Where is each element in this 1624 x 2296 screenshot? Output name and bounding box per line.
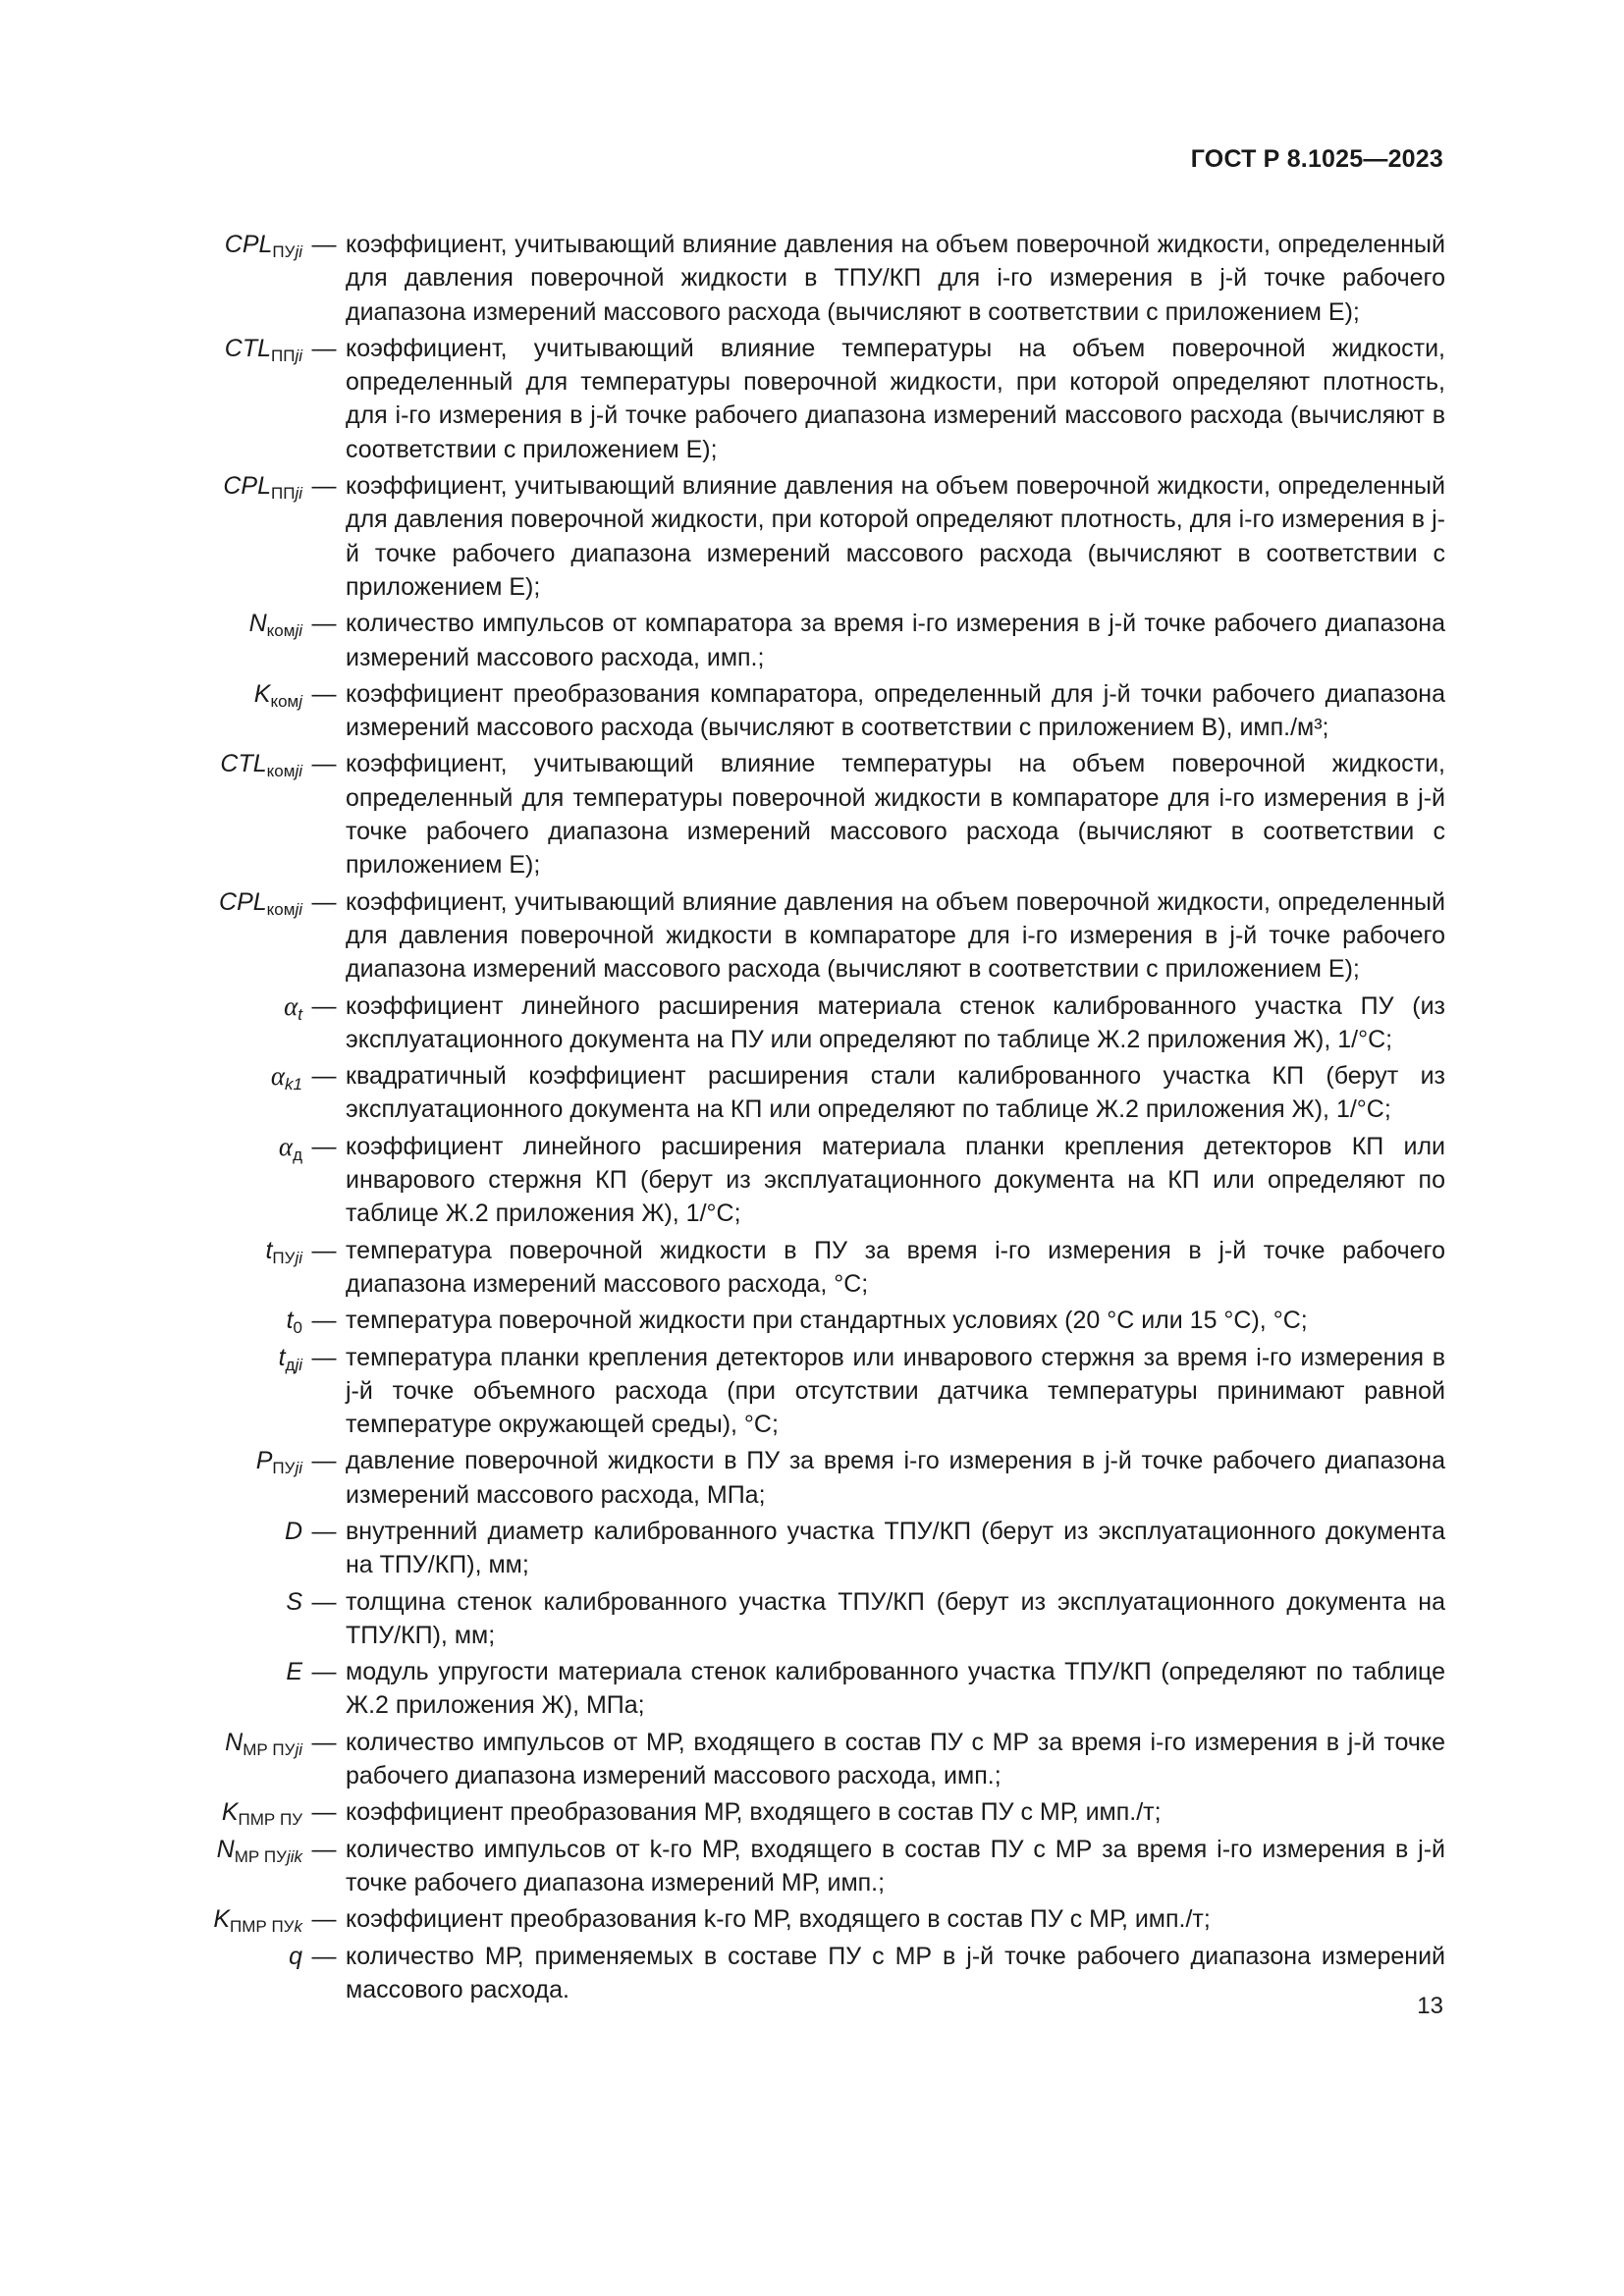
definition-text: давление поверочной жидкости в ПУ за время i-го измерения в j-й точке рабочего диапазона измерений массового расхода, МПа; (346, 1447, 1445, 1509)
symbol-base: K (221, 1798, 239, 1827)
definition-dash: — (311, 472, 337, 501)
definition-entry (108, 1726, 1445, 1793)
definition-entry (108, 1940, 1445, 2007)
definition-symbol (108, 1234, 302, 1302)
definition-entry (108, 1304, 1445, 1337)
definition-symbol (108, 677, 302, 745)
symbol-subscript: ППji (271, 346, 302, 365)
definition-text: коэффициент преобразования k-го МР, входящего в состав ПУ с МР, имп./т; (346, 1905, 1211, 1934)
definition-entry (108, 1795, 1445, 1829)
definition-dash: — (311, 1658, 337, 1686)
definition-dash: — (311, 1835, 337, 1863)
definition-dash: — (311, 334, 337, 362)
definition-text: температура планки крепления детекторов или инварового стержня за время i-го измерения в j-й точке объемного расхода (при отсутствии датчика температуры принимают равной температуре окружающей среды), °С; (346, 1343, 1445, 1439)
definition-symbol (108, 1444, 302, 1512)
definition-entry (108, 1902, 1445, 1936)
definition-text: толщина стенок калиброванного участка ТПУ/КП (берут из эксплуатационного документа на ТПУ/КП), мм; (346, 1587, 1445, 1649)
symbol-subscript: ПУji (272, 1459, 302, 1478)
definition-dash: — (311, 1062, 337, 1091)
definition-entry (108, 747, 1445, 881)
definition-text: коэффициент преобразования компаратора, определенный для j-й точки рабочего диапазона измерений массового расхода (вычисляют в соответствии с приложением В), имп./м³; (346, 679, 1445, 742)
symbol-subscript: д (293, 1145, 302, 1164)
symbol-base: N (248, 610, 267, 638)
definition-text: коэффициент, учитывающий влияние температуры на объем поверочной жидкости, определенный для температуры поверочной жидкости, при которой определяют плотность, для i-го измерения в j-й точке рабочего диапазона измерений массового расхода (вычисляют в соответствии с приложением Е); (346, 334, 1445, 463)
definition-dash: — (311, 610, 337, 638)
definition-symbol (108, 1304, 302, 1337)
definition-entry (108, 332, 1445, 466)
definition-dash: — (311, 1942, 337, 1970)
definition-dash: — (311, 1798, 337, 1827)
definition-symbol (108, 1655, 302, 1723)
definition-text: количество импульсов от компаратора за время i-го измерения в j-й точке рабочего диапазона измерений массового расхода, имп.; (346, 610, 1445, 671)
symbol-definitions-list (108, 228, 1445, 2009)
definition-dash: — (311, 750, 337, 778)
definition-symbol (108, 469, 302, 604)
definition-entry (108, 1515, 1445, 1582)
symbol-subscript: комji (266, 621, 302, 641)
symbol-base: CTL (220, 750, 267, 778)
definition-text: модуль упругости материала стенок калиброванного участка ТПУ/КП (определяют по таблице Ж.2 приложения Ж), МПа; (346, 1658, 1445, 1720)
definition-text: количество импульсов от k-го МР, входящего в состав ПУ с МР за время i-го измерения в j-й точке рабочего диапазона измерений МР, имп.; (346, 1835, 1445, 1896)
definition-symbol (108, 1585, 302, 1653)
symbol-base: α (278, 1131, 294, 1161)
definition-text: внутренний диаметр калиброванного участка ТПУ/КП (берут из эксплуатационного документа на ТПУ/КП), мм; (346, 1517, 1445, 1579)
symbol-base: K (253, 679, 271, 708)
symbol-base: t (278, 1343, 286, 1371)
symbol-base: CTL (224, 334, 271, 362)
symbol-base: S (286, 1587, 302, 1616)
definition-dash: — (311, 991, 337, 1020)
definition-entry (108, 1130, 1445, 1231)
definition-symbol (108, 747, 302, 881)
definition-dash: — (311, 1905, 337, 1934)
definition-symbol (108, 1833, 302, 1900)
definition-entry (108, 1444, 1445, 1512)
symbol-base: CPL (223, 472, 271, 501)
definition-symbol (108, 1940, 302, 2007)
definition-symbol (108, 1515, 302, 1582)
symbol-subscript: комj (270, 691, 302, 711)
definition-symbol (108, 607, 302, 674)
definition-symbol (108, 1726, 302, 1793)
definition-dash: — (311, 1728, 337, 1756)
definition-entry (108, 607, 1445, 674)
symbol-subscript: ПУji (272, 242, 302, 262)
symbol-base: t (286, 1307, 294, 1335)
definition-text: количество МР, применяемых в составе ПУ с МР в j-й точке рабочего диапазона измерений массового расхода. (346, 1942, 1445, 2003)
document-header: ГОСТ Р 8.1025—2023 (1190, 145, 1443, 173)
symbol-base: K (213, 1905, 231, 1934)
definition-symbol (108, 1902, 302, 1936)
definition-entry (108, 885, 1445, 987)
page-number: 13 (1417, 1993, 1443, 2019)
definition-entry (108, 228, 1445, 329)
definition-entry (108, 1341, 1445, 1442)
definition-entry (108, 1655, 1445, 1723)
definition-symbol (108, 228, 302, 329)
definition-dash: — (311, 1307, 337, 1335)
definition-text: температура поверочной жидкости в ПУ за время i-го измерения в j-й точке рабочего диапазона измерений массового расхода, °С; (346, 1236, 1445, 1298)
symbol-base: P (255, 1447, 273, 1475)
definition-symbol (108, 885, 302, 987)
definition-text: коэффициент линейного расширения материала планки крепления детекторов КП или инварового стержня КП (берут из эксплуатационного документа на КП или определяют по таблице Ж.2 приложения Ж), 1/°С; (346, 1132, 1445, 1228)
definition-dash: — (311, 1236, 337, 1264)
symbol-base: E (286, 1658, 302, 1686)
definition-symbol (108, 1341, 302, 1442)
symbol-base: α (270, 1061, 286, 1092)
definition-text: коэффициент, учитывающий влияние давления на объем поверочной жидкости, определенный для давления поверочной жидкости в компараторе для i-го измерения в j-й точке рабочего диапазона измерений массового расхода (вычисляют в соответствии с приложением Е); (346, 887, 1445, 984)
definition-dash: — (311, 887, 337, 916)
definition-symbol (108, 332, 302, 466)
definition-symbol (108, 1130, 302, 1231)
symbol-subscript: МР ПУji (243, 1739, 302, 1759)
definition-text: коэффициент линейного расширения материала стенок калиброванного участка ПУ (из эксплуатационного документа на ПУ или определяют по таблице Ж.2 приложения Ж), 1/°С; (346, 991, 1445, 1053)
symbol-subscript: дji (285, 1355, 302, 1374)
definition-text: количество импульсов от МР, входящего в состав ПУ с МР за время i-го измерения в j-й точке рабочего диапазона измерений массового расхода, имп.; (346, 1728, 1445, 1790)
definition-symbol (108, 989, 302, 1057)
symbol-subscript: k1 (285, 1075, 302, 1095)
definition-dash: — (311, 1587, 337, 1616)
symbol-subscript: ПМР ПУk (230, 1917, 302, 1937)
definition-entry (108, 469, 1445, 604)
definition-symbol (108, 1059, 302, 1127)
symbol-base: α (284, 990, 298, 1021)
definition-dash: — (311, 1447, 337, 1475)
definition-text: коэффициент, учитывающий влияние давления на объем поверочной жидкости, определенный для давления поверочной жидкости, при которой определяют плотность, для i-го измерения в j-й точке рабочего диапазона измерений массового расхода (вычисляют в соответствии с приложением Е); (346, 472, 1445, 601)
symbol-subscript: ПУji (272, 1248, 302, 1267)
definition-entry (108, 1234, 1445, 1302)
symbol-base: N (216, 1835, 235, 1863)
symbol-base: t (265, 1236, 273, 1264)
definition-entry (108, 677, 1445, 745)
definition-dash: — (311, 1343, 337, 1371)
symbol-base: D (284, 1517, 302, 1545)
definition-entry (108, 989, 1445, 1057)
definition-text: температура поверочной жидкости при стандартных условиях (20 °С или 15 °С), °С; (346, 1307, 1308, 1335)
symbol-base: N (225, 1728, 244, 1756)
definition-text: коэффициент, учитывающий влияние давления на объем поверочной жидкости, определенный для давления поверочной жидкости в ТПУ/КП для i-го измерения в j-й точке рабочего диапазона измерений массового расхода (вычисляют в соответствии с приложением Е); (346, 231, 1445, 326)
definition-entry (108, 1833, 1445, 1900)
symbol-subscript: 0 (293, 1318, 302, 1338)
definition-dash: — (311, 1132, 337, 1160)
symbol-subscript: комji (266, 762, 302, 781)
definition-dash: — (311, 1517, 337, 1545)
symbol-base: CPL (224, 231, 273, 258)
symbol-subscript: комji (266, 899, 302, 919)
definition-text: квадратичный коэффициент расширения стали калиброванного участка КП (берут из эксплуатационного документа на КП или определяют по таблице Ж.2 приложения Ж), 1/°С; (346, 1062, 1445, 1124)
symbol-base: CPL (219, 887, 267, 916)
symbol-subscript: t (298, 1004, 302, 1024)
definition-entry (108, 1585, 1445, 1653)
symbol-subscript: ПМР ПУ (238, 1810, 302, 1830)
definition-dash: — (311, 679, 337, 708)
definition-symbol (108, 1795, 302, 1829)
definition-text: коэффициент преобразования МР, входящего в состав ПУ с МР, имп./т; (346, 1798, 1162, 1827)
definition-dash: — (311, 231, 337, 258)
definition-entry (108, 1059, 1445, 1127)
definition-text: коэффициент, учитывающий влияние температуры на объем поверочной жидкости, определенный для температуры поверочной жидкости в компараторе для i-го измерения в j-й точке рабочего диапазона измерений массового расхода (вычисляют в соответствии с приложением Е); (346, 750, 1445, 880)
symbol-subscript: МР ПУjik (234, 1846, 302, 1866)
symbol-subscript: ППji (271, 484, 302, 504)
symbol-base: q (289, 1942, 302, 1970)
